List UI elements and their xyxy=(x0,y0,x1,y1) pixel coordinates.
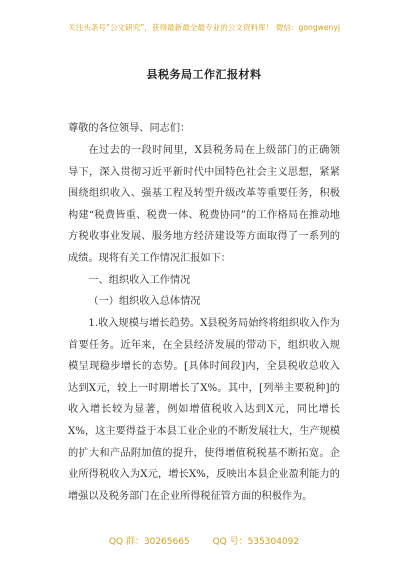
greeting-line: 尊敬的各位领导、同志们： xyxy=(68,123,191,134)
subsection-heading: （一）组织收入总体情况 xyxy=(88,296,201,307)
document-title: 县税务局工作汇报材料 xyxy=(146,68,262,81)
section-heading: 一、组织收入工作情况 xyxy=(88,275,191,286)
footer-qq-info: QQ 群：30265665 QQ 号：535304092 xyxy=(108,537,300,547)
header-promo-note: 关注头条号“公文研究”，获得最新最全最专业的公文资料库！ 微信：gongwenyj xyxy=(68,23,340,32)
revenue-paragraph: 1.收入规模与增长趋势。X县税务局始终将组织收入作为首要任务。近年来，在全县经济发展的带动下，组织收入规模呈现稳步增长的态势。[具体时间段]内，全县税收总收入达到X元，较上一时期增长了X%。其中，[列举主要税种]的收入增长较为显著，例如增值税收入达到X元，同比增长X%，这主要得益于本县工业企业的不断发展壮大，生产规模的扩大和产品附加值的提升，使得增值税税基不断拓宽。企业所得税收入为X元，增长X%，反映出本县企业盈利能力的增强以及税务部门在企业所得税征管方面的积极作为。 xyxy=(68,318,340,502)
intro-paragraph: 在过去的一段时间里，X县税务局在上级部门的正确领导下，深入贯彻习近平新时代中国特色社会主义思想，紧紧围绕组织收入、强基工程及转型升级改革等重要任务，积极构建“税费皆重、税费一体、税费协同”的工作格局在推动地方税收事业发展、服务地方经济建设等方面取得了一系列的成绩。现将有关工作情况汇报如下： xyxy=(68,145,340,264)
